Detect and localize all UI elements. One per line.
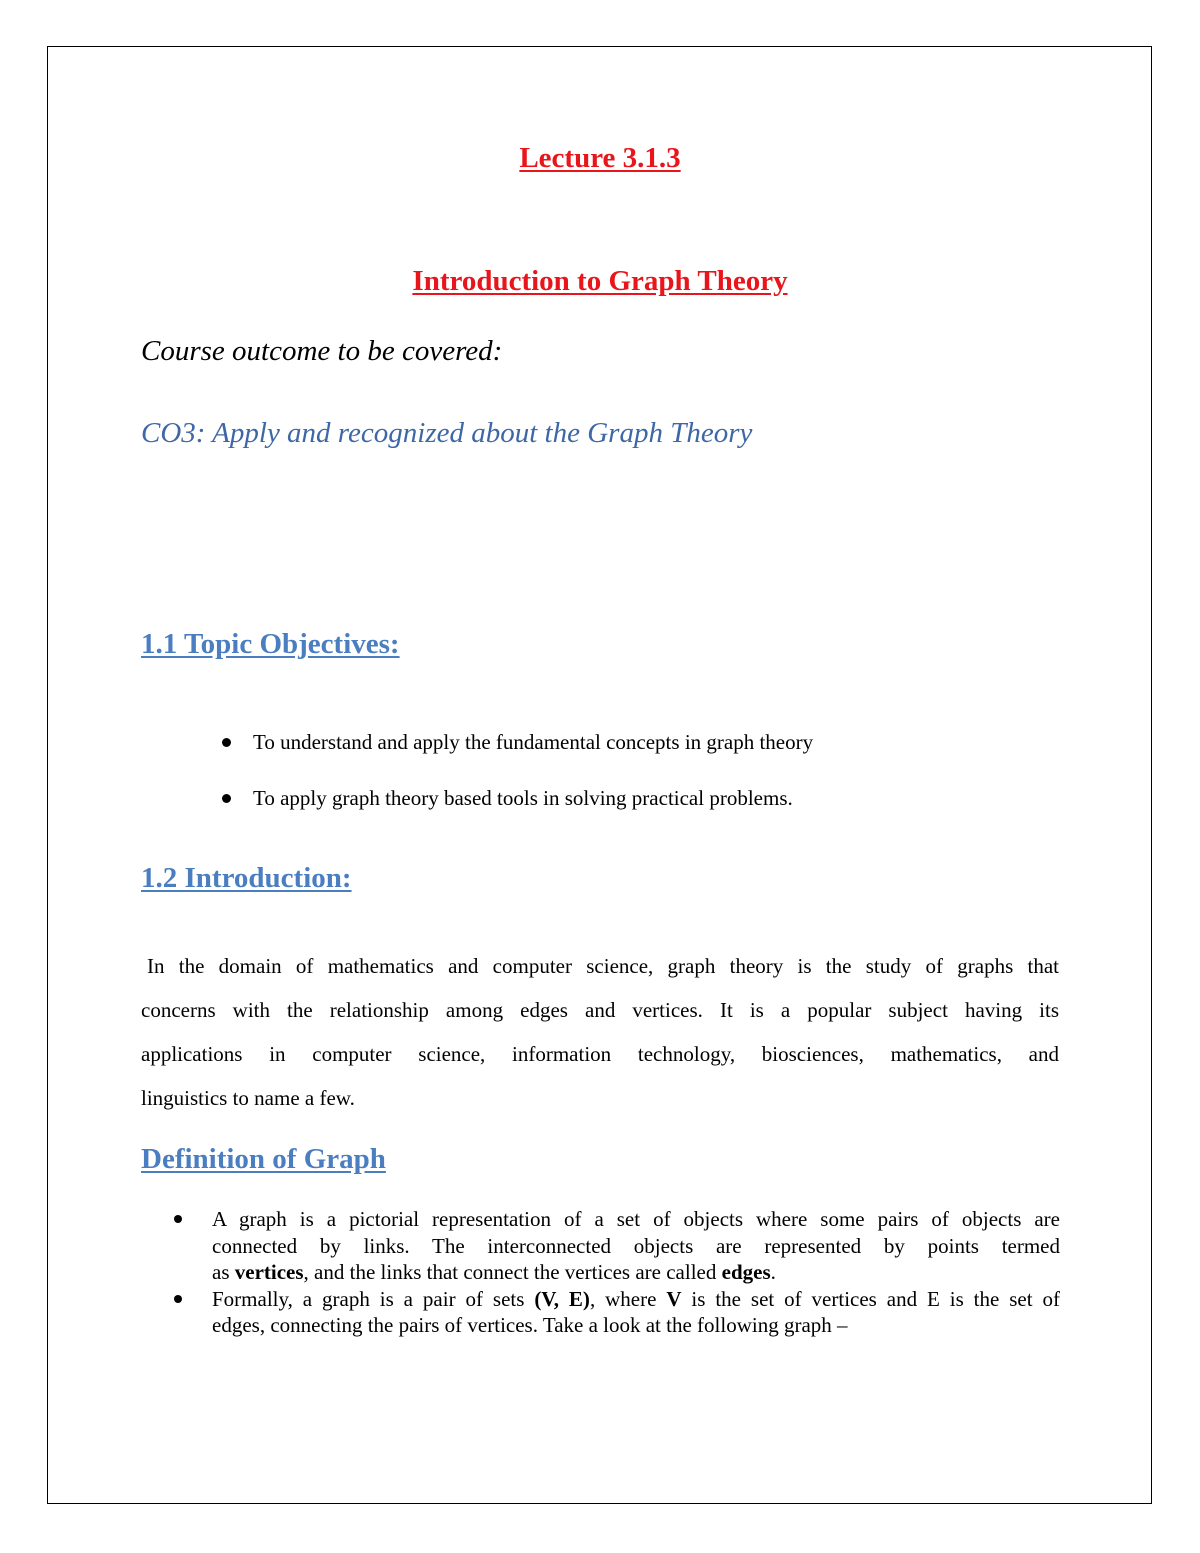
term-ve: (V, E)	[534, 1286, 590, 1311]
paragraph-line: In the domain of mathematics and computer science, graph theory is the study of graphs that	[147, 954, 1059, 978]
bullet-icon	[174, 1215, 182, 1223]
term-v: V	[666, 1286, 682, 1311]
lecture-title: Lecture 3.1.3	[519, 142, 681, 174]
main-title: Introduction to Graph Theory	[412, 265, 788, 297]
definition-line: edges, connecting the pairs of vertices. Take a look at the following graph –	[212, 1313, 848, 1337]
course-outcome-label: Course outcome to be covered:	[141, 335, 503, 367]
topic-objectives-heading: 1.1 Topic Objectives:	[141, 628, 400, 660]
introduction-heading: 1.2 Introduction:	[141, 862, 352, 894]
bullet-icon	[222, 738, 231, 747]
paragraph-line: applications in computer science, information technology, biosciences, mathematics, and	[141, 1042, 1059, 1066]
term-vertices: vertices	[234, 1260, 304, 1284]
bullet-icon	[174, 1295, 182, 1303]
objective-text: To understand and apply the fundamental concepts in graph theory	[253, 730, 814, 754]
text-fragment: as	[212, 1260, 235, 1284]
bullet-icon	[222, 794, 231, 803]
definition-list	[172, 1206, 1060, 1339]
list-item	[222, 730, 813, 755]
definition-line	[212, 1286, 1060, 1313]
text-fragment: .	[770, 1260, 776, 1284]
definition-line	[212, 1259, 1060, 1286]
text-fragment: , and the links that connect the vertices are called	[303, 1260, 722, 1284]
course-outcome-co3: CO3: Apply and recognized about the Graph Theory	[141, 417, 753, 449]
text-fragment: , where	[589, 1286, 667, 1311]
paragraph-line: concerns with the relationship among edges and vertices. It is a popular subject having its	[141, 998, 1059, 1022]
text-fragment: Formally, a graph is a pair of sets	[212, 1286, 535, 1311]
list-item	[172, 1286, 1060, 1339]
definition-line: connected by links. The interconnected objects are represented by points termed	[212, 1233, 1060, 1258]
list-item	[222, 786, 793, 811]
definition-line: A graph is a pictorial representation of a set of objects where some pairs of objects are	[212, 1207, 1060, 1231]
introduction-paragraph	[141, 944, 1059, 1120]
definition-heading: Definition of Graph	[141, 1143, 386, 1175]
list-item	[172, 1206, 1060, 1286]
objective-text: To apply graph theory based tools in solving practical problems.	[253, 786, 793, 810]
term-edges: edges	[721, 1260, 771, 1284]
paragraph-line: linguistics to name a few.	[141, 1086, 355, 1110]
text-fragment: is the set of vertices and E is the set of	[681, 1286, 1060, 1311]
